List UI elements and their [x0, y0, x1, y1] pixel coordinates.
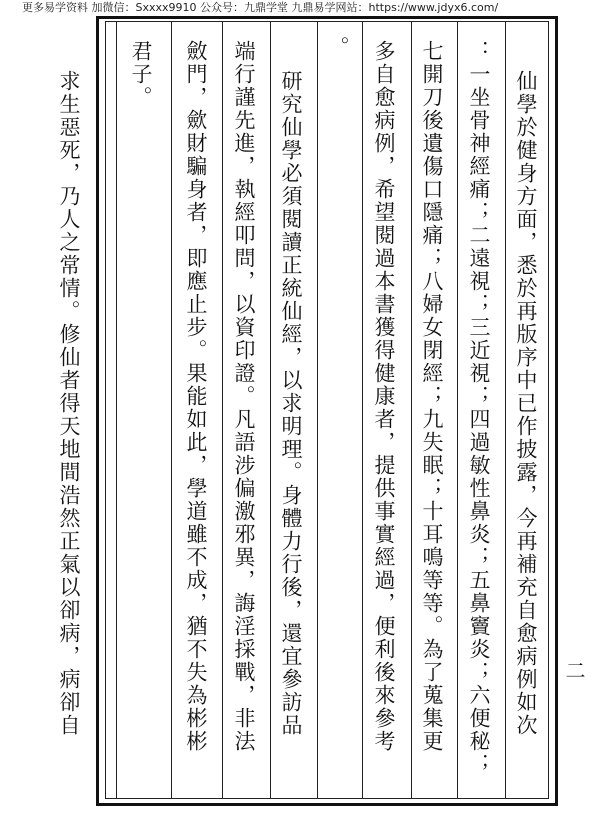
text-column-2: ：一坐骨神經痛；二遠視；三近視；四過敏性鼻炎；五鼻竇炎；六便秘； — [467, 40, 491, 776]
text-column-7: 端行謹先進，執經叩問，以資印證。凡語涉偏激邪異，誨淫採戰，非法 — [232, 40, 256, 753]
text-column-9: 君子。 — [129, 40, 153, 109]
watermark-header: 更多易学资料 加微信：Sxxxx9910 公众号：九鼎学堂 九鼎易学网站：https://www.jdyx6.com/ — [22, 1, 499, 14]
column-rule — [270, 22, 271, 798]
column-rule — [222, 22, 223, 798]
text-column-5: 。 — [326, 36, 350, 59]
column-rule — [457, 22, 458, 798]
column-rule — [362, 22, 363, 798]
text-column-3: 七開刀後遺傷口隱痛；八婦女閉經；九失眠；十耳鳴等等。為了蒐集更 — [420, 40, 444, 753]
column-rule — [411, 22, 412, 798]
column-rule — [317, 22, 318, 798]
text-column-4: 多自愈病例，希望閱過本書獲得健康者，提供事實經過，便利後來參考 — [372, 40, 396, 753]
text-column-8: 斂門，歛財騙身者，即應止步。果能如此，學道雖不成，猶不失為彬彬 — [184, 40, 208, 753]
column-rule — [116, 22, 117, 798]
text-column-1: 仙學於健身方面，悉於再版序中已作披露，今再補充自愈病例如次 — [514, 70, 538, 737]
page-number: 二 — [562, 660, 586, 680]
text-column-10: 求生惡死，乃人之常情。修仙者得天地間浩然正氣以卻病，病卻自 — [57, 70, 81, 737]
text-column-6: 研究仙學必須閱讀正統仙經，以求明理。身體力行後，還宜參訪品 — [279, 70, 303, 737]
column-rule — [505, 22, 506, 798]
column-rule — [171, 22, 172, 798]
